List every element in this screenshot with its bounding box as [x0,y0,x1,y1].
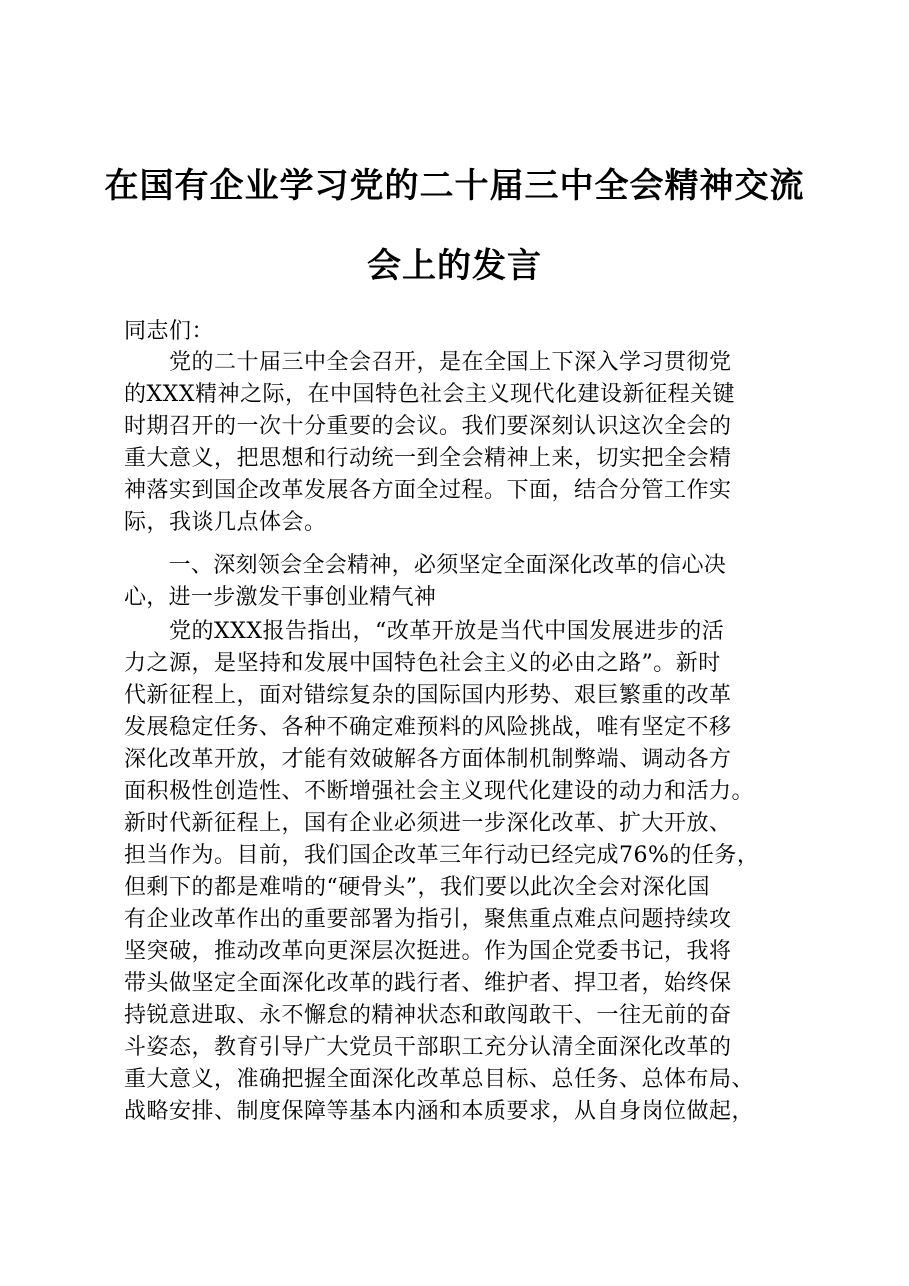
paragraph-1 [124,347,814,539]
paragraph-line: 代新征程上，面对错综复杂的国际国内形势、艰巨繁重的改革 [124,683,732,708]
paragraph-line: 担当作为。目前，我们国企改革三年行动已经完成76%的任务， [124,843,760,868]
document-title-line-1: 在国有企业学习党的二十届三中全会精神交流 [104,166,805,206]
paragraph-line: 新时代新征程上，国有企业必须进一步深化改革、扩大开放、 [124,811,732,836]
paragraph-line: 持锐意进取、永不懈怠的精神状态和敢闯敢干、一往无前的奋 [124,1003,732,1028]
paragraph-line: 重大意义，把思想和行动统一到全会精神上来，切实把全会精 [124,446,732,471]
paragraph-line: 神落实到国企改革发展各方面全过程。下面，结合分管工作实 [124,478,732,503]
paragraph-line: 坚突破，推动改革向更深层次挺进。作为国企党委书记，我将 [124,939,732,964]
paragraph-line: 面积极性创造性、不断增强社会主义现代化建设的动力和活力。 [124,779,755,804]
salutation: 同志们： [124,319,215,344]
heading-line: 一、深刻领会全会精神，必须坚定全面深化改革的信心决 [124,553,727,578]
paragraph-line: 力之源，是坚持和发展中国特色社会主义的必由之路”。新时 [124,651,721,676]
paragraph-line: 斗姿态，教育引导广大党员干部职工充分认清全面深化改革的 [124,1035,732,1060]
paragraph-line: 深化改革开放，才能有效破解各方面体制机制弊端、调动各方 [124,747,732,772]
paragraph-line: 党的二十届三中全会召开，是在全国上下深入学习贯彻党 [124,350,732,375]
paragraph-line: 有企业改革作出的重要部署为指引，聚焦重点难点问题持续攻 [124,907,732,932]
paragraph-line: 战略安排、制度保障等基本内涵和本质要求，从自身岗位做起， [124,1099,755,1124]
paragraph-line: 但剩下的都是难啃的“硬骨头”，我们要以此次全会对深化国 [124,875,710,900]
heading-line: 心，进一步激发干事创业精气神 [124,585,437,610]
paragraph-line: 重大意义，准确把握全面深化改革总目标、总任务、总体布局、 [124,1067,755,1092]
paragraph-line: 际，我谈几点体会。 [124,510,327,535]
paragraph-line: 的XXX精神之际，在中国特色社会主义现代化建设新征程关键 [124,382,735,407]
paragraph-2 [124,616,814,1128]
paragraph-line: 党的XXX报告指出，“改革开放是当代中国发展进步的活 [124,619,725,644]
paragraph-line: 时期召开的一次十分重要的会议。我们要深刻认识这次全会的 [124,414,732,439]
section-heading-1 [124,550,814,614]
paragraph-line: 带头做坚定全面深化改革的践行者、维护者、捍卫者，始终保 [124,971,732,996]
paragraph-line: 发展稳定任务、各种不确定难预料的风险挑战，唯有坚定不移 [124,715,732,740]
document-title-line-2: 会上的发言 [367,246,542,286]
